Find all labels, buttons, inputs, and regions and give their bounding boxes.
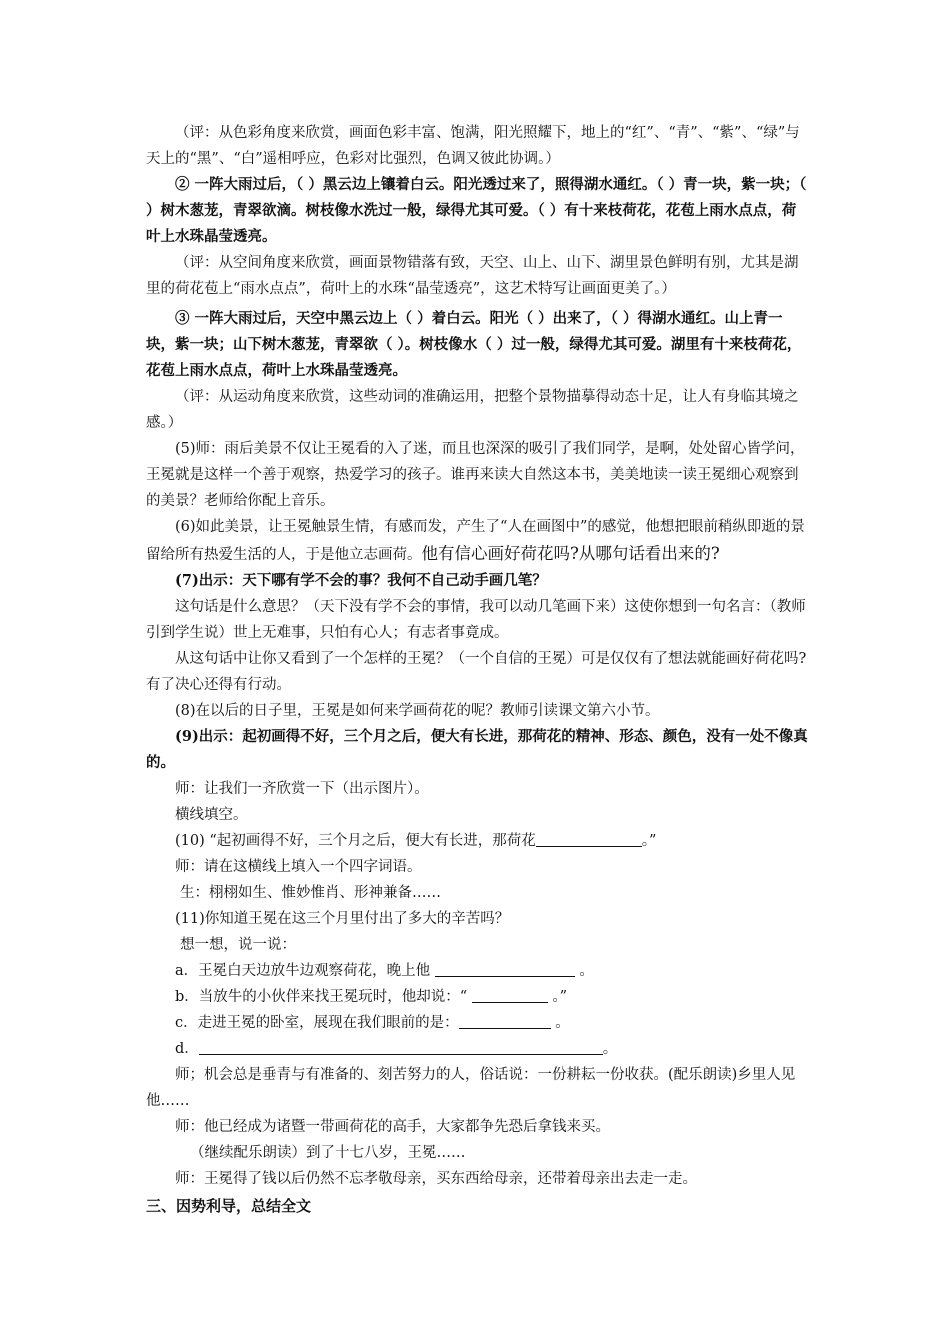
teacher-opportunity: 师；机会总是垂青与有准备的、刻苦努力的人，俗话说：一份耕耘一份收获。(配乐朗读)乡里人见他…… — [146, 1067, 796, 1109]
step-5: (5)师：雨后美景不仅让王冕看的入了迷，而且也深深的吸引了我们同学，是啊，处处留心皆学问，王冕就是这样一个善于观察，热爱学习的孩子。谁再来读大自然这本书，美美地读一读王冕细心观察到的美景？老师给你配上音乐。 — [146, 441, 805, 509]
question-a-end: 。 — [579, 963, 594, 979]
student-answer: 生：栩栩如生、惟妙惟肖、形神兼备…… — [180, 885, 441, 901]
step-10-end: 。” — [641, 833, 657, 849]
confident-paragraph: 从这句话中让你又看到了一个怎样的王冕？（一个自信的王冕）可是仅仅有了想法就能画好荷花吗?有了决心还得有行动。 — [146, 651, 807, 693]
comment-motion: （评：从运动角度来欣赏，这些动词的准确运用，把整个景物描摹得动态十足，让人有身临其境之感。） — [146, 389, 799, 431]
question-c-end: 。 — [555, 1015, 570, 1031]
step-10 — [146, 828, 810, 854]
step-8: (8)在以后的日子里，王冕是如何来学画荷花的呢？教师引读课文第六小节。 — [175, 703, 660, 719]
blank-line — [459, 1012, 551, 1029]
think-say: 想一想，说一说： — [180, 937, 296, 953]
continue-reading: （继续配乐朗读）到了十七八岁，王冕…… — [190, 1145, 466, 1161]
fill-blank-instruction: 横线填空。 — [175, 807, 248, 823]
question-b — [146, 984, 810, 1010]
question-a-text: a．王冕白天边放牛边观察荷花，晚上他 — [175, 963, 431, 979]
blank-line — [536, 830, 642, 847]
section-heading: 三、因势利导，总结全文 — [146, 1197, 312, 1215]
comment-color: （评：从色彩角度来欣赏，画面色彩丰富、饱满，阳光照耀下，地上的“红”、“青”、“紫”、“绿”与天上的“黑”、“白”遥相呼应，色彩对比强烈，色调又彼此协调。） — [146, 125, 800, 167]
teacher-fill-word: 师：请在这横线上填入一个四字词语。 — [175, 859, 422, 875]
step-6 — [146, 514, 810, 568]
question-a — [146, 958, 810, 984]
blank-line — [199, 1038, 603, 1055]
meaning-paragraph: 这句话是什么意思？（天下没有学不会的事情，我可以动几笔画下来）这使你想到一句名言：（教师引到学生说）世上无难事，只怕有心人；有志者事竟成。 — [146, 599, 806, 641]
step-10-text: (10) “起初画得不好，三个月之后，便大有长进，那荷花 — [175, 833, 536, 849]
passage-2: ② 一阵大雨过后，（ ）黑云边上镶着白云。阳光透过来了，照得湖水通红。（ ）青一块，紫一块；（ ）树木葱茏，青翠欲滴。树枝像水洗过一般，绿得尤其可爱。（ ）有十来枝荷花，花苞上雨水点点，荷叶上水珠晶莹透亮。 — [146, 176, 807, 245]
step-7: (7)出示：天下哪有学不会的事？我何不自己动手画几笔？ — [175, 572, 547, 589]
question-c-text: c．走进王冕的卧室，展现在我们眼前的是： — [175, 1015, 459, 1031]
step-6-text: (6)如此美景，让王冕触景生情，有感而发，产生了“人在画图中”的感觉，他想把眼前稍纵即逝的景留给所有热爱生活的人，于是他立志画荷。 — [146, 519, 805, 563]
step-6-question: 他有信心画好荷花吗?从哪句话看出来的? — [421, 544, 720, 563]
step-9: (9)出示：起初画得不好，三个月之后，便大有长进，那荷花的精神、形态、颜色，没有一处不像真的。 — [146, 728, 808, 771]
question-b-text: b．当放牛的小伙伴来找王冕玩时，他却说：“ — [175, 989, 468, 1005]
step-11: (11)你知道王冕在这三个月里付出了多大的辛苦吗？ — [175, 911, 510, 927]
question-d — [146, 1036, 810, 1062]
teacher-filial: 师：王冕得了钱以后仍然不忘孝敬母亲，买东西给母亲，还带着母亲出去走一走。 — [175, 1171, 697, 1187]
question-b-end: 。” — [552, 989, 568, 1005]
comment-space: （评：从空间角度来欣赏，画面景物错落有致，天空、山上、山下、湖里景色鲜明有别，尤其是湖里的荷花苞上“雨水点点”，荷叶上的水珠“晶莹透亮”，这艺术特写让画面更美了。） — [146, 255, 799, 297]
question-d-end: 。 — [602, 1041, 618, 1057]
document-page — [146, 120, 810, 1220]
teacher-appreciate: 师：让我们一齐欣赏一下（出示图片）。 — [175, 781, 429, 797]
blank-line — [472, 986, 548, 1003]
question-d-text: d． — [175, 1041, 199, 1057]
blank-line — [435, 960, 575, 977]
question-c — [146, 1010, 810, 1036]
passage-3: ③ 一阵大雨过后，天空中黑云边上（ ）着白云。阳光（ ）出来了，（ ）得湖水通红。山上青一块，紫一块；山下树木葱茏，青翠欲（ ）。树枝像水（ ）过一般，绿得尤其可爱。湖里有十来枝荷花，花苞上雨水点点，荷叶上水珠晶莹透亮。 — [146, 310, 802, 379]
teacher-expert: 师：他已经成为诸暨一带画荷花的高手，大家都争先恐后拿钱来买。 — [175, 1119, 610, 1135]
